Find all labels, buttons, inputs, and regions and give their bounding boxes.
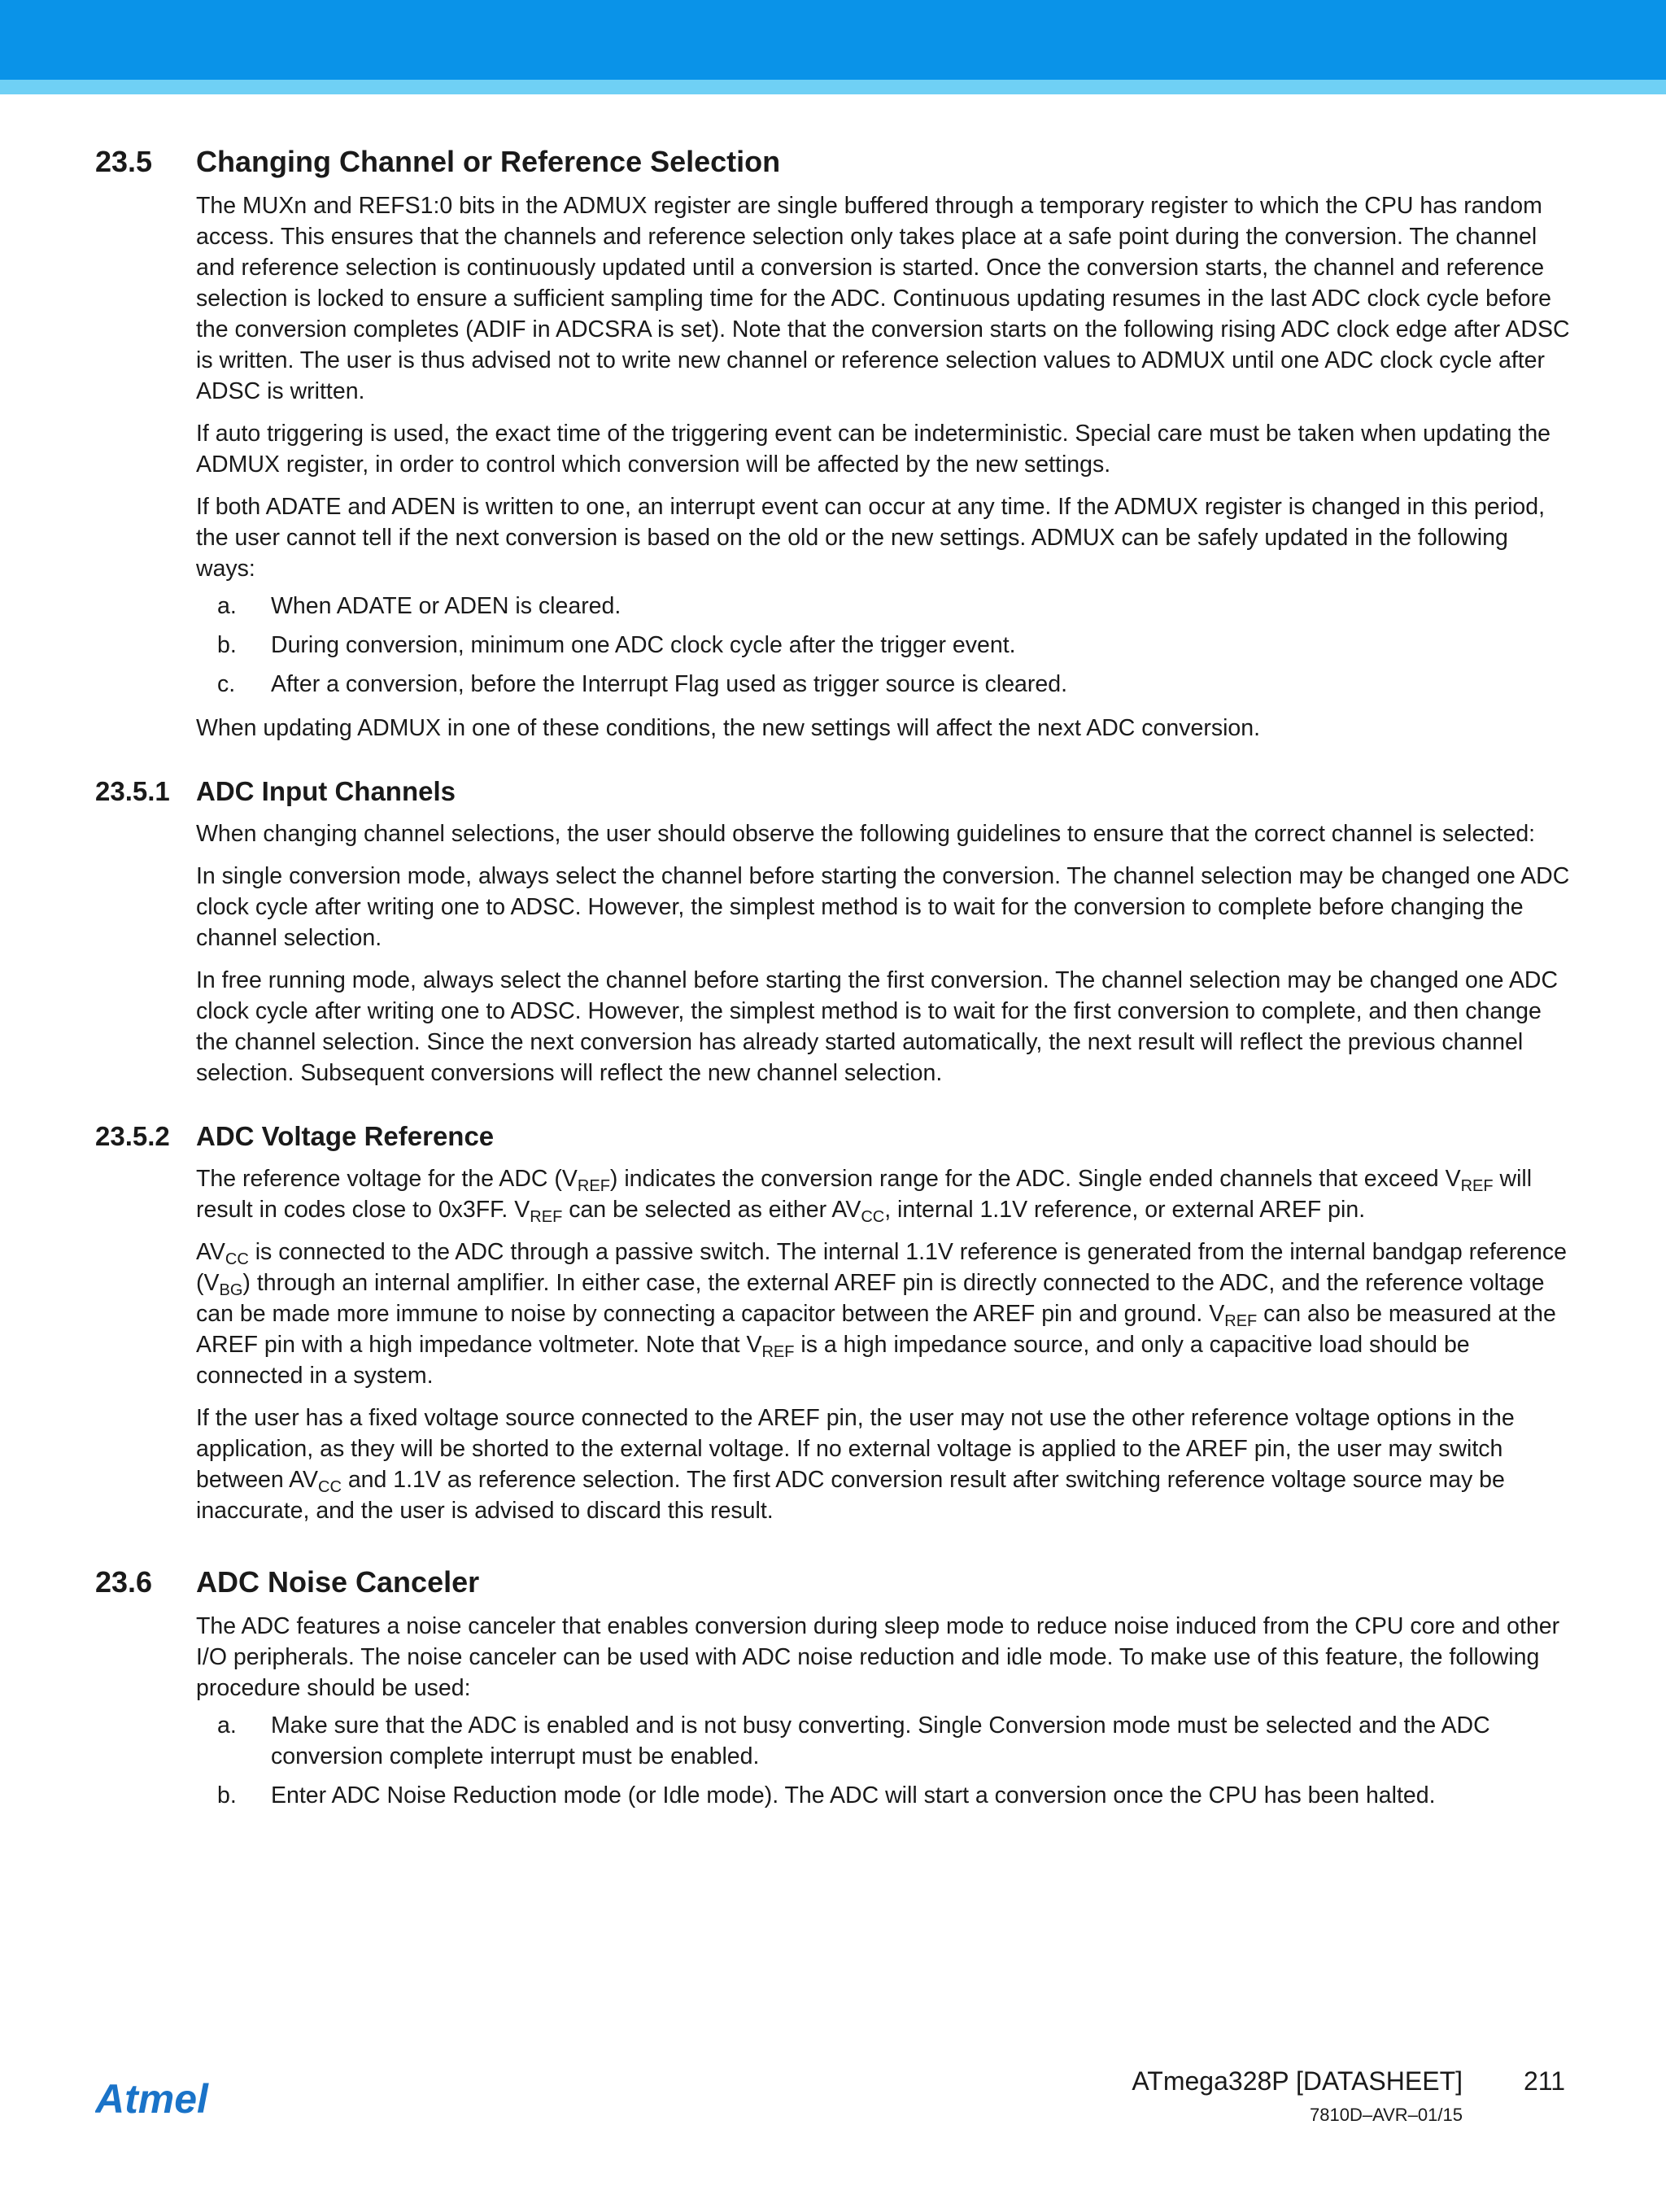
- footer-document-title: ATmega328P [DATASHEET]: [1132, 2066, 1463, 2096]
- paragraph-vref-intro: The reference voltage for the ADC $(V_{REF})$ indicates the conversion range for the ADC. Single ended channels that exceed $V_{REF}$ will result in codes close to 0x3FF. $V_{REF}$ can be selected as either $AV_{CC}$, internal 1.1V reference, or external AREF pin.: [196, 1166, 1533, 1226]
- section-title: ADC Voltage Reference: [196, 1121, 495, 1151]
- section-heading-23-5-1: [0, 774, 1666, 809]
- paragraph-fixed-source: If the user has a fixed voltage source connected to the AREF pin, the user may not use the other reference voltage options in the application, as they will be shorted to the external voltage. If no external voltage is applied to the AREF pin, the user may switch between $AV_{CC}$ and 1.1V as reference selection. The first ADC conversion result after switching reference voltage source may be inaccurate, and the user is advised to discard this result.: [196, 1405, 1515, 1524]
- list-item: [0, 1710, 1528, 1772]
- svg-text:Atmel: Atmel: [95, 2076, 208, 2122]
- noise-procedure-list: [0, 1710, 1666, 1811]
- paragraph: The ADC features a noise canceler that enables conversion during sleep mode to reduce noise induced from the CPU core and other I/O peripherals. The noise canceler can be used with ADC noise reduction and idle mode. To make use of this feature, the following procedure should be used:: [196, 1613, 1560, 1701]
- list-item: [0, 630, 1528, 661]
- page-content: [0, 143, 1666, 1824]
- section-title: ADC Noise Canceler: [196, 1565, 480, 1599]
- section-title: ADC Input Channels: [196, 776, 456, 806]
- list-label: a.: [217, 1712, 237, 1739]
- paragraph: When updating ADMUX in one of these conditions, the new settings will affect the next ADC conversion.: [196, 715, 1261, 741]
- paragraph: In single conversion mode, always select the channel before starting the conversion. The channel selection may be changed one ADC clock cycle after writing one to ADSC. However, the simplest method is to wait for the conversion to complete before changing the channel selection.: [196, 863, 1570, 951]
- footer-document-id: 7810D–AVR–01/15: [1310, 2105, 1463, 2125]
- section-heading-23-5-2: [0, 1119, 1666, 1154]
- list-label: b.: [217, 632, 237, 658]
- list-text: After a conversion, before the Interrupt Flag used as trigger source is cleared.: [271, 671, 1068, 697]
- list-item: [0, 669, 1528, 700]
- list-text: Enter ADC Noise Reduction mode (or Idle mode). The ADC will start a conversion once the CPU has been halted.: [271, 1782, 1436, 1808]
- section-number: 23.5: [95, 145, 153, 178]
- list-item: [0, 1780, 1528, 1811]
- header-band: [0, 0, 1666, 80]
- section-number: 23.5.2: [95, 1121, 170, 1151]
- list-text: Make sure that the ADC is enabled and is not busy converting. Single Conversion mode must be selected and the ADC conversion complete interrupt must be enabled.: [271, 1712, 1490, 1769]
- header-stripe: [0, 80, 1666, 94]
- list-label: b.: [217, 1782, 237, 1808]
- paragraph: If both ADATE and ADEN is written to one, an interrupt event can occur at any time. If the ADMUX register is changed in this period, the user cannot tell if the next conversion is based on the old or the new settings. ADMUX can be safely updated in the following ways:: [196, 494, 1546, 582]
- paragraph: The MUXn and REFS1:0 bits in the ADMUX register are single buffered through a temporary register to which the CPU has random access. This ensures that the channels and reference selection only takes place at a safe point during the conversion. The channel and reference selection is continuously updated until a conversion is started. Once the conversion starts, the channel and reference selection is locked to ensure a sufficient sampling time for the ADC. Continuous updating resumes in the last ADC clock cycle before the conversion completes (ADIF in ADCSRA is set). Note that the conversion starts on the following rising ADC clock edge after ADSC is written. The user is thus advised not to write new channel or reference selection values to ADMUX until one ADC clock cycle after ADSC is written.: [196, 193, 1570, 404]
- section-heading-23-5: [0, 143, 1666, 181]
- footer-page-number: 211: [1524, 2066, 1566, 2096]
- paragraph: When changing channel selections, the user should observe the following guidelines to ensure that the correct channel is selected:: [196, 821, 1536, 847]
- paragraph: In free running mode, always select the channel before starting the first conversion. The channel selection may be changed one ADC clock cycle after writing one to ADSC. However, the simplest method is to wait for the first conversion to complete, and then change the channel selection. Since the next conversion has already started automatically, the next result will reflect the previous channel selection. Subsequent conversions will reflect the new channel selection.: [196, 967, 1559, 1086]
- list-text: When ADATE or ADEN is cleared.: [271, 593, 621, 619]
- paragraph-avcc: $AV_{CC}$ is connected to the ADC through a passive switch. The internal 1.1V reference is generated from the internal bandgap reference $(V_{BG})$ through an internal amplifier. In either case, the external AREF pin is directly connected to the ADC, and the reference voltage can be made more immune to noise by connecting a capacitor between the AREF pin and ground. $V_{REF}$ can also be measured at the AREF pin with a high impedance voltmeter. Note that $V_{REF}$ is a high impedance source, and only a capacitive load should be connected in a system.: [196, 1239, 1567, 1389]
- section-title: Changing Channel or Reference Selection: [196, 145, 781, 178]
- list-text: During conversion, minimum one ADC clock cycle after the trigger event.: [271, 632, 1016, 658]
- paragraph: If auto triggering is used, the exact time of the triggering event can be indeterministic. Special care must be taken when updating the ADMUX register, in order to control which conversion will be affected by the new settings.: [196, 421, 1551, 478]
- list-label: c.: [217, 671, 236, 697]
- section-number: 23.5.1: [95, 776, 170, 806]
- list-label: a.: [217, 593, 237, 619]
- update-conditions-list: [0, 591, 1666, 700]
- atmel-logo: [95, 2075, 242, 2124]
- list-item: [0, 591, 1528, 622]
- section-number: 23.6: [95, 1565, 153, 1599]
- section-heading-23-6: [0, 1564, 1666, 1601]
